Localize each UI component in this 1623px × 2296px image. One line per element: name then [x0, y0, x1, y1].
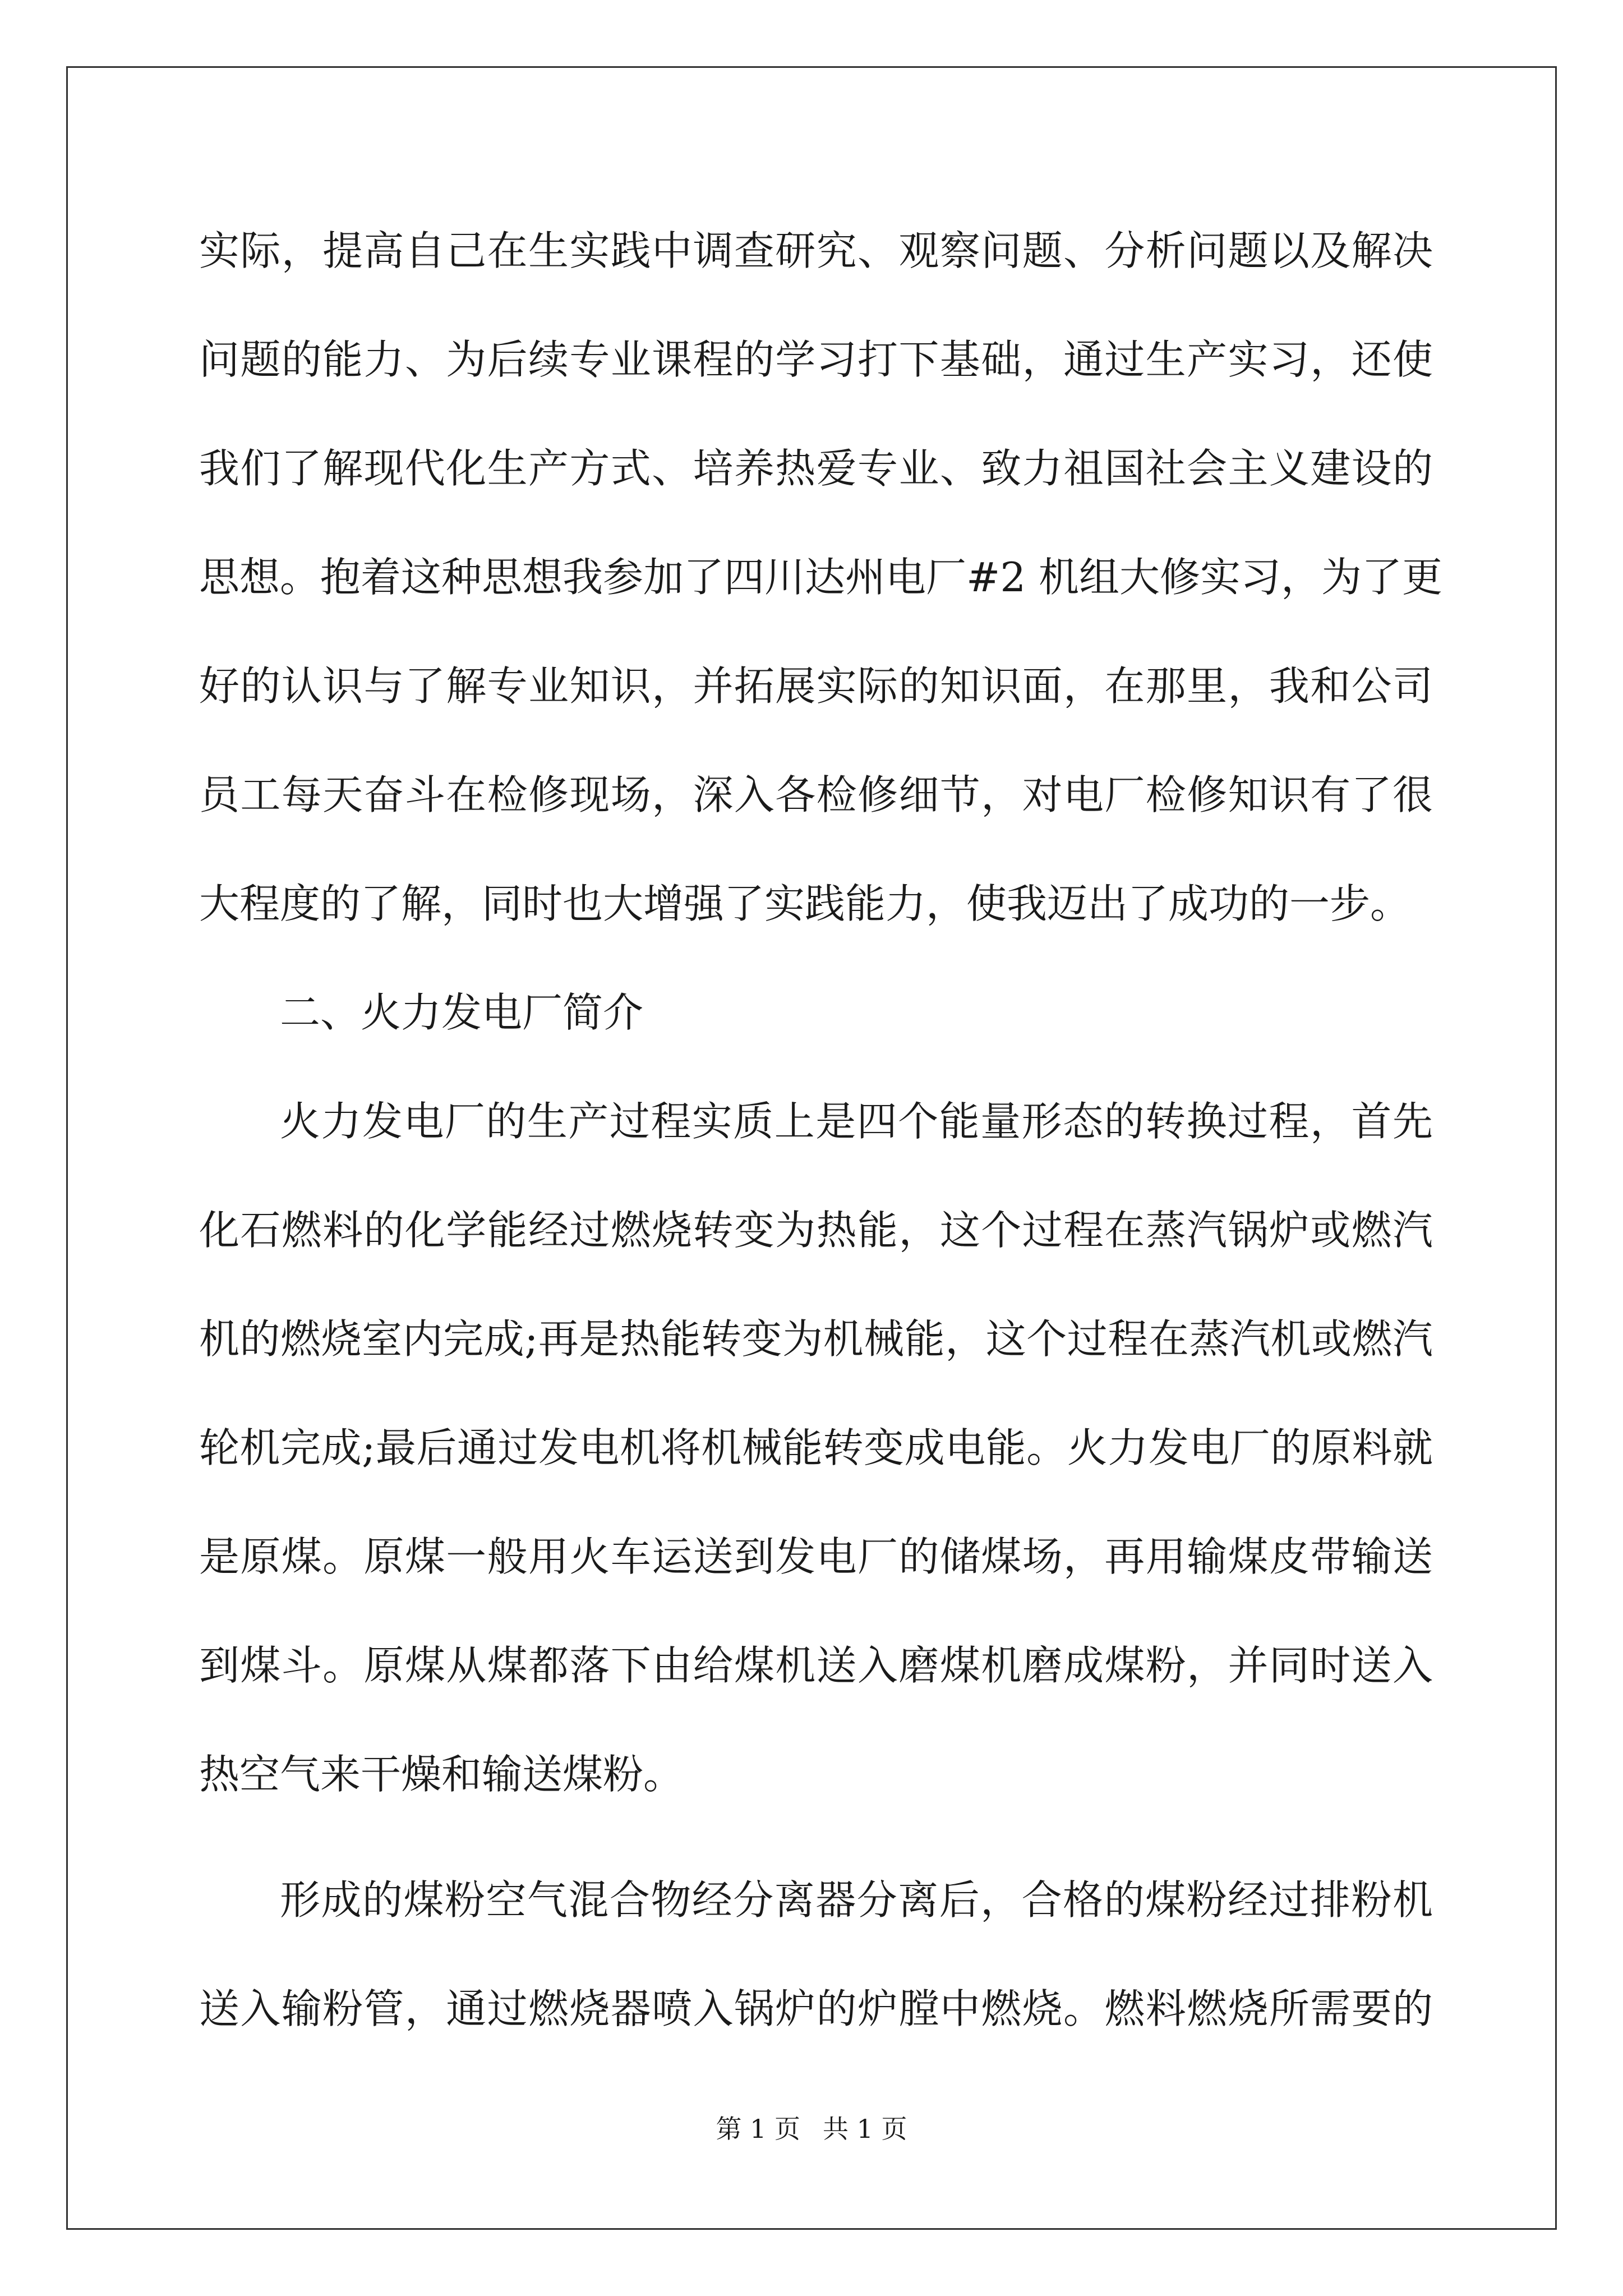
page-total: 共 1 页: [823, 2114, 907, 2144]
text-line: 送入输粉管，通过燃烧器喷入锅炉的炉膛中燃烧。燃料燃烧所需要的: [199, 1985, 1433, 2032]
paragraph-3: [199, 1846, 1433, 2063]
document-body: [199, 196, 1443, 2063]
text-line: 火力发电厂的生产过程实质上是四个能量形态的转换过程，首先: [280, 1098, 1433, 1145]
text-line: 化石燃料的化学能经过燃烧转变为热能，这个过程在蒸汽锅炉或燃汽: [199, 1207, 1433, 1254]
text-line: 轮机完成;最后通过发电机将机械能转变成电能。火力发电厂的原料就: [199, 1424, 1433, 1471]
text-line: 热空气来干燥和输送煤粉。: [199, 1751, 684, 1798]
text-line: 机的燃烧室内完成;再是热能转变为机械能，这个过程在蒸汽机或燃汽: [199, 1315, 1433, 1363]
text-line: 思想。抱着这种思想我参加了四川达州电厂#2 机组大修实习，为了更: [199, 554, 1443, 601]
heading-text: 二、火力发电厂简介: [280, 989, 644, 1036]
text-line: 我们了解现代化生产方式、培养热爱专业、致力祖国社会主义建设的: [199, 445, 1433, 492]
text-line: 员工每天奋斗在检修现场，深入各检修细节，对电厂检修知识有了很: [199, 771, 1433, 818]
page-number: 第 1 页: [716, 2114, 800, 2144]
paragraph-1: [199, 196, 1443, 958]
text-line: 是原煤。原煤一般用火车运送到发电厂的储煤场，再用输煤皮带输送: [199, 1533, 1433, 1580]
text-line: 到煤斗。原煤从煤都落下由给煤机送入磨煤机磨成煤粉，并同时送入: [199, 1642, 1433, 1689]
text-line: 形成的煤粉空气混合物经分离器分离后，合格的煤粉经过排粉机: [280, 1876, 1433, 1924]
page-footer: [0, 2112, 1623, 2146]
paragraph-spacer: [199, 1829, 1433, 1846]
text-line: 好的认识与了解专业知识，并拓展实际的知识面，在那里，我和公司: [199, 662, 1433, 710]
section-heading: [199, 958, 1433, 1067]
text-line: 问题的能力、为后续专业课程的学习打下基础，通过生产实习，还使: [199, 336, 1433, 383]
text-line: 大程度的了解，同时也大增强了实践能力，使我迈出了成功的一步。: [199, 880, 1411, 927]
text-line: 实际，提高自己在生实践中调查研究、观察问题、分析问题以及解决: [199, 227, 1433, 274]
paragraph-2: [199, 1067, 1433, 1829]
